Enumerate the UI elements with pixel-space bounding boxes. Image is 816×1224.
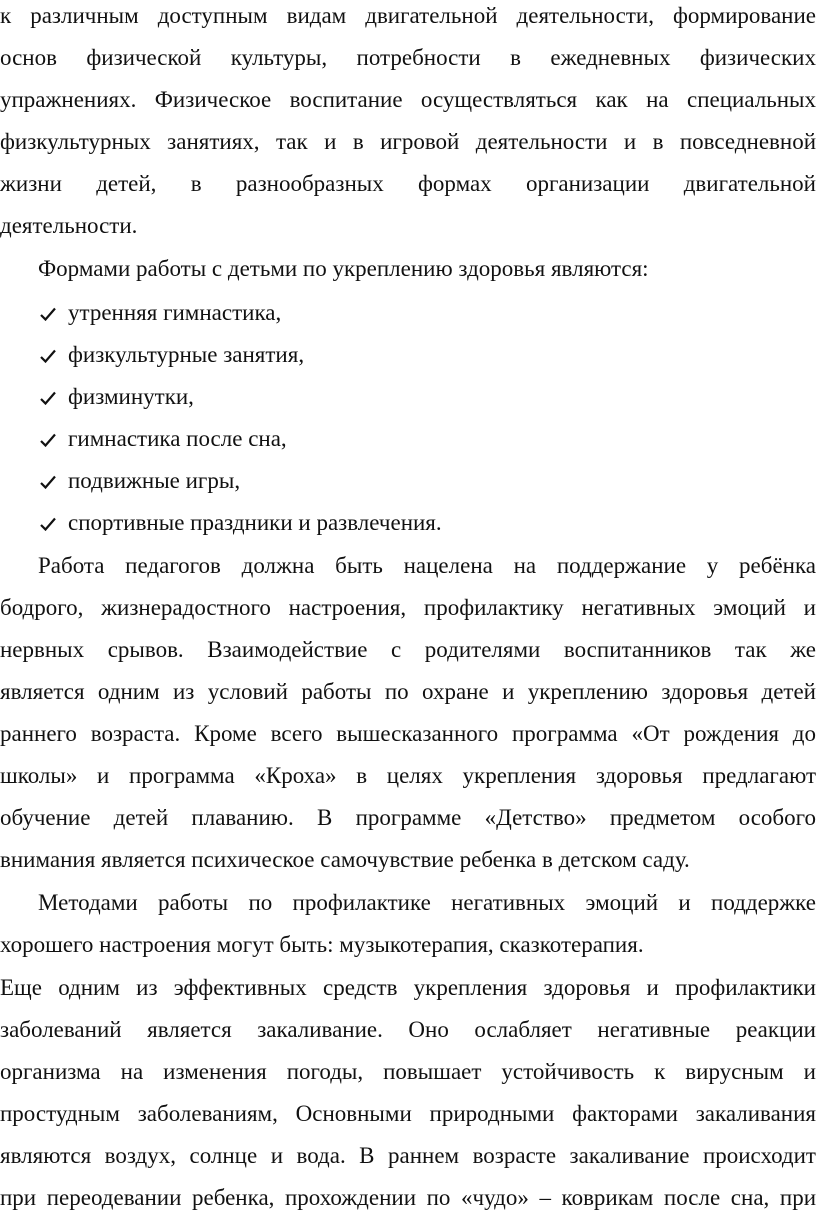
paragraph-line: бодрого, жизнерадостного настроения, профилактику негативных эмоций и (0, 595, 816, 620)
paragraph-line: организма на изменения погоды, повышает устойчивость к вирусным и (0, 1059, 816, 1084)
list-item (40, 502, 816, 544)
paragraph-line: жизни детей, в разнообразных формах организации двигательной (0, 171, 816, 196)
checkmark-icon (40, 517, 56, 531)
paragraph-line: обучение детей плаванию. В программе «Детство» предметом особого (0, 805, 816, 830)
paragraph-line: к различным доступным видам двигательной деятельности, формирование (0, 3, 816, 28)
paragraph-line: простудным заболеваниям, Основными природными факторами закаливания (0, 1101, 816, 1126)
paragraph-line: физкультурных занятиях, так и в игровой деятельности и в повседневной (0, 129, 816, 154)
paragraph-line: деятельности. (0, 213, 138, 238)
paragraph-line: хорошего настроения могут быть: музыкотерапия, сказкотерапия. (0, 932, 644, 957)
paragraph-line: раннего возраста. Кроме всего вышесказанного программа «От рождения до (0, 721, 816, 746)
list-item-label: утренняя гимнастика, (68, 300, 282, 325)
checkmark-icon (40, 391, 56, 405)
paragraph-line: Работа педагогов должна быть нацелена на поддержание у ребёнка (38, 553, 816, 578)
paragraph-line: является одним из условий работы по охране и укреплению здоровья детей (0, 679, 816, 704)
paragraph-line: Методами работы по профилактике негативных эмоций и поддержке (38, 890, 816, 915)
list-item (40, 292, 816, 334)
paragraph-line: упражнениях. Физическое воспитание осуществляться как на специальных (0, 87, 816, 112)
list-intro: Формами работы с детьми по укреплению здоровья являются: (38, 256, 649, 281)
paragraph-line: нервных срывов. Взаимодействие с родителями воспитанников так же (0, 637, 816, 662)
paragraph-line: основ физической культуры, потребности в ежедневных физических (0, 45, 816, 70)
checkmark-icon (40, 349, 56, 363)
checkmark-icon (40, 307, 56, 321)
paragraph-line: являются воздух, солнце и вода. В раннем возрасте закаливание происходит (0, 1143, 816, 1168)
list-item-label: физкультурные занятия, (68, 342, 305, 367)
paragraph-line: школы» и программа «Кроха» в целях укрепления здоровья предлагают (0, 763, 816, 788)
list-item (40, 460, 816, 502)
paragraph-line: заболеваний является закаливание. Оно ослабляет негативные реакции (0, 1017, 816, 1042)
list-item (40, 334, 816, 376)
list-item-label: физминутки, (68, 384, 194, 409)
list-item-label: спортивные праздники и развлечения. (68, 510, 442, 535)
list-item-label: гимнастика после сна, (68, 426, 287, 451)
list-item (40, 376, 816, 418)
checkmark-icon (40, 475, 56, 489)
paragraph-line: Еще одним из эффективных средств укрепления здоровья и профилактики (0, 975, 816, 1000)
checkmark-icon (40, 433, 56, 447)
list-item-label: подвижные игры, (68, 468, 241, 493)
paragraph-line: при переодевании ребенка, прохождении по «чудо» – коврикам после сна, при (0, 1185, 816, 1210)
paragraph-line: внимания является психическое самочувствие ребенка в детском саду. (0, 847, 690, 872)
list-item (40, 418, 816, 460)
